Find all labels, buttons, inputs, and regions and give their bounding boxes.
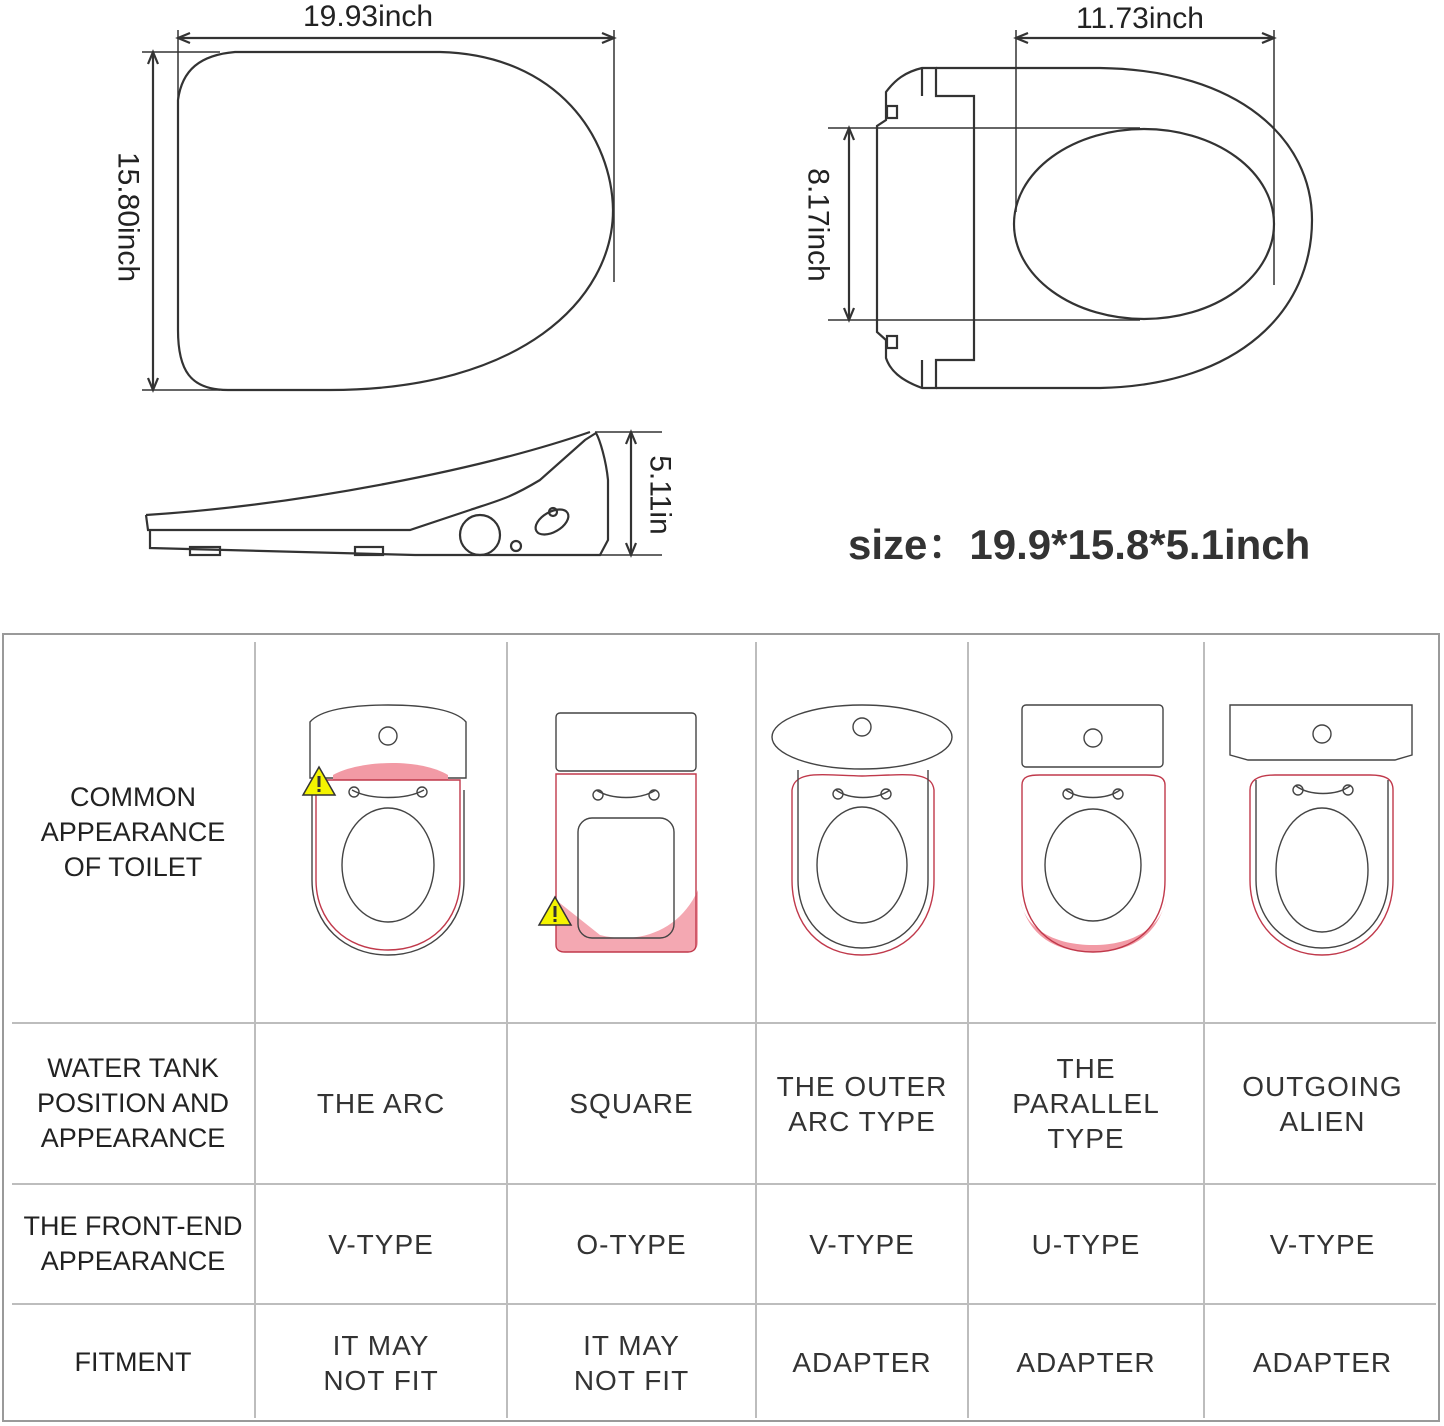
tank-type-cell: OUTGOING ALIEN bbox=[1242, 1070, 1403, 1137]
inner-width-label: 11.73inch bbox=[1076, 2, 1204, 35]
fitment-cell: IT MAY NOT FIT bbox=[573, 1329, 690, 1396]
row-header-fitment: FITMENT bbox=[74, 1347, 192, 1377]
inner-depth-label: 8.17inch bbox=[801, 168, 835, 282]
front-end-cell: V-TYPE bbox=[328, 1228, 434, 1260]
fitment-cell: IT MAY NOT FIT bbox=[323, 1329, 439, 1396]
front-end-cell: V-TYPE bbox=[1269, 1228, 1376, 1260]
toilet-parallel-tank bbox=[1020, 705, 1166, 952]
front-end-cell: V-TYPE bbox=[809, 1228, 915, 1260]
toilet-arc-tank bbox=[310, 705, 466, 955]
fitment-cell: ADAPTER bbox=[1016, 1347, 1156, 1378]
toilet-square-tank bbox=[556, 713, 698, 952]
side-height-label: 5.11in bbox=[643, 455, 677, 535]
tank-type-cell: SQUARE bbox=[569, 1088, 694, 1119]
fitment-cell: ADAPTER bbox=[1252, 1347, 1393, 1378]
top-width-label: 15.80inch bbox=[111, 151, 145, 283]
row-header-appearance: COMMON APPEARANCE OF TOILET bbox=[40, 781, 226, 882]
warning-icon bbox=[303, 767, 335, 795]
row-header-water-tank: WATER TANK POSITION AND APPEARANCE bbox=[36, 1053, 230, 1153]
toilet-outer-arc-tank bbox=[772, 705, 952, 955]
size-summary: size：19.9*15.8*5.1inch bbox=[848, 521, 1311, 568]
row-header-front-end: THE FRONT-END APPEARANCE bbox=[23, 1211, 243, 1276]
top-length-label: 19.93inch bbox=[303, 0, 434, 33]
tank-type-cell: THE OUTER ARC TYPE bbox=[776, 1070, 948, 1137]
fitment-cell: ADAPTER bbox=[792, 1347, 932, 1378]
front-end-cell: O-TYPE bbox=[576, 1228, 687, 1260]
tank-type-cell: THE PARALLEL TYPE bbox=[1012, 1053, 1160, 1154]
front-end-cell: U-TYPE bbox=[1031, 1228, 1141, 1260]
toilet-outgoing-alien-tank bbox=[1230, 705, 1412, 955]
tank-type-cell: THE ARC bbox=[316, 1088, 446, 1119]
